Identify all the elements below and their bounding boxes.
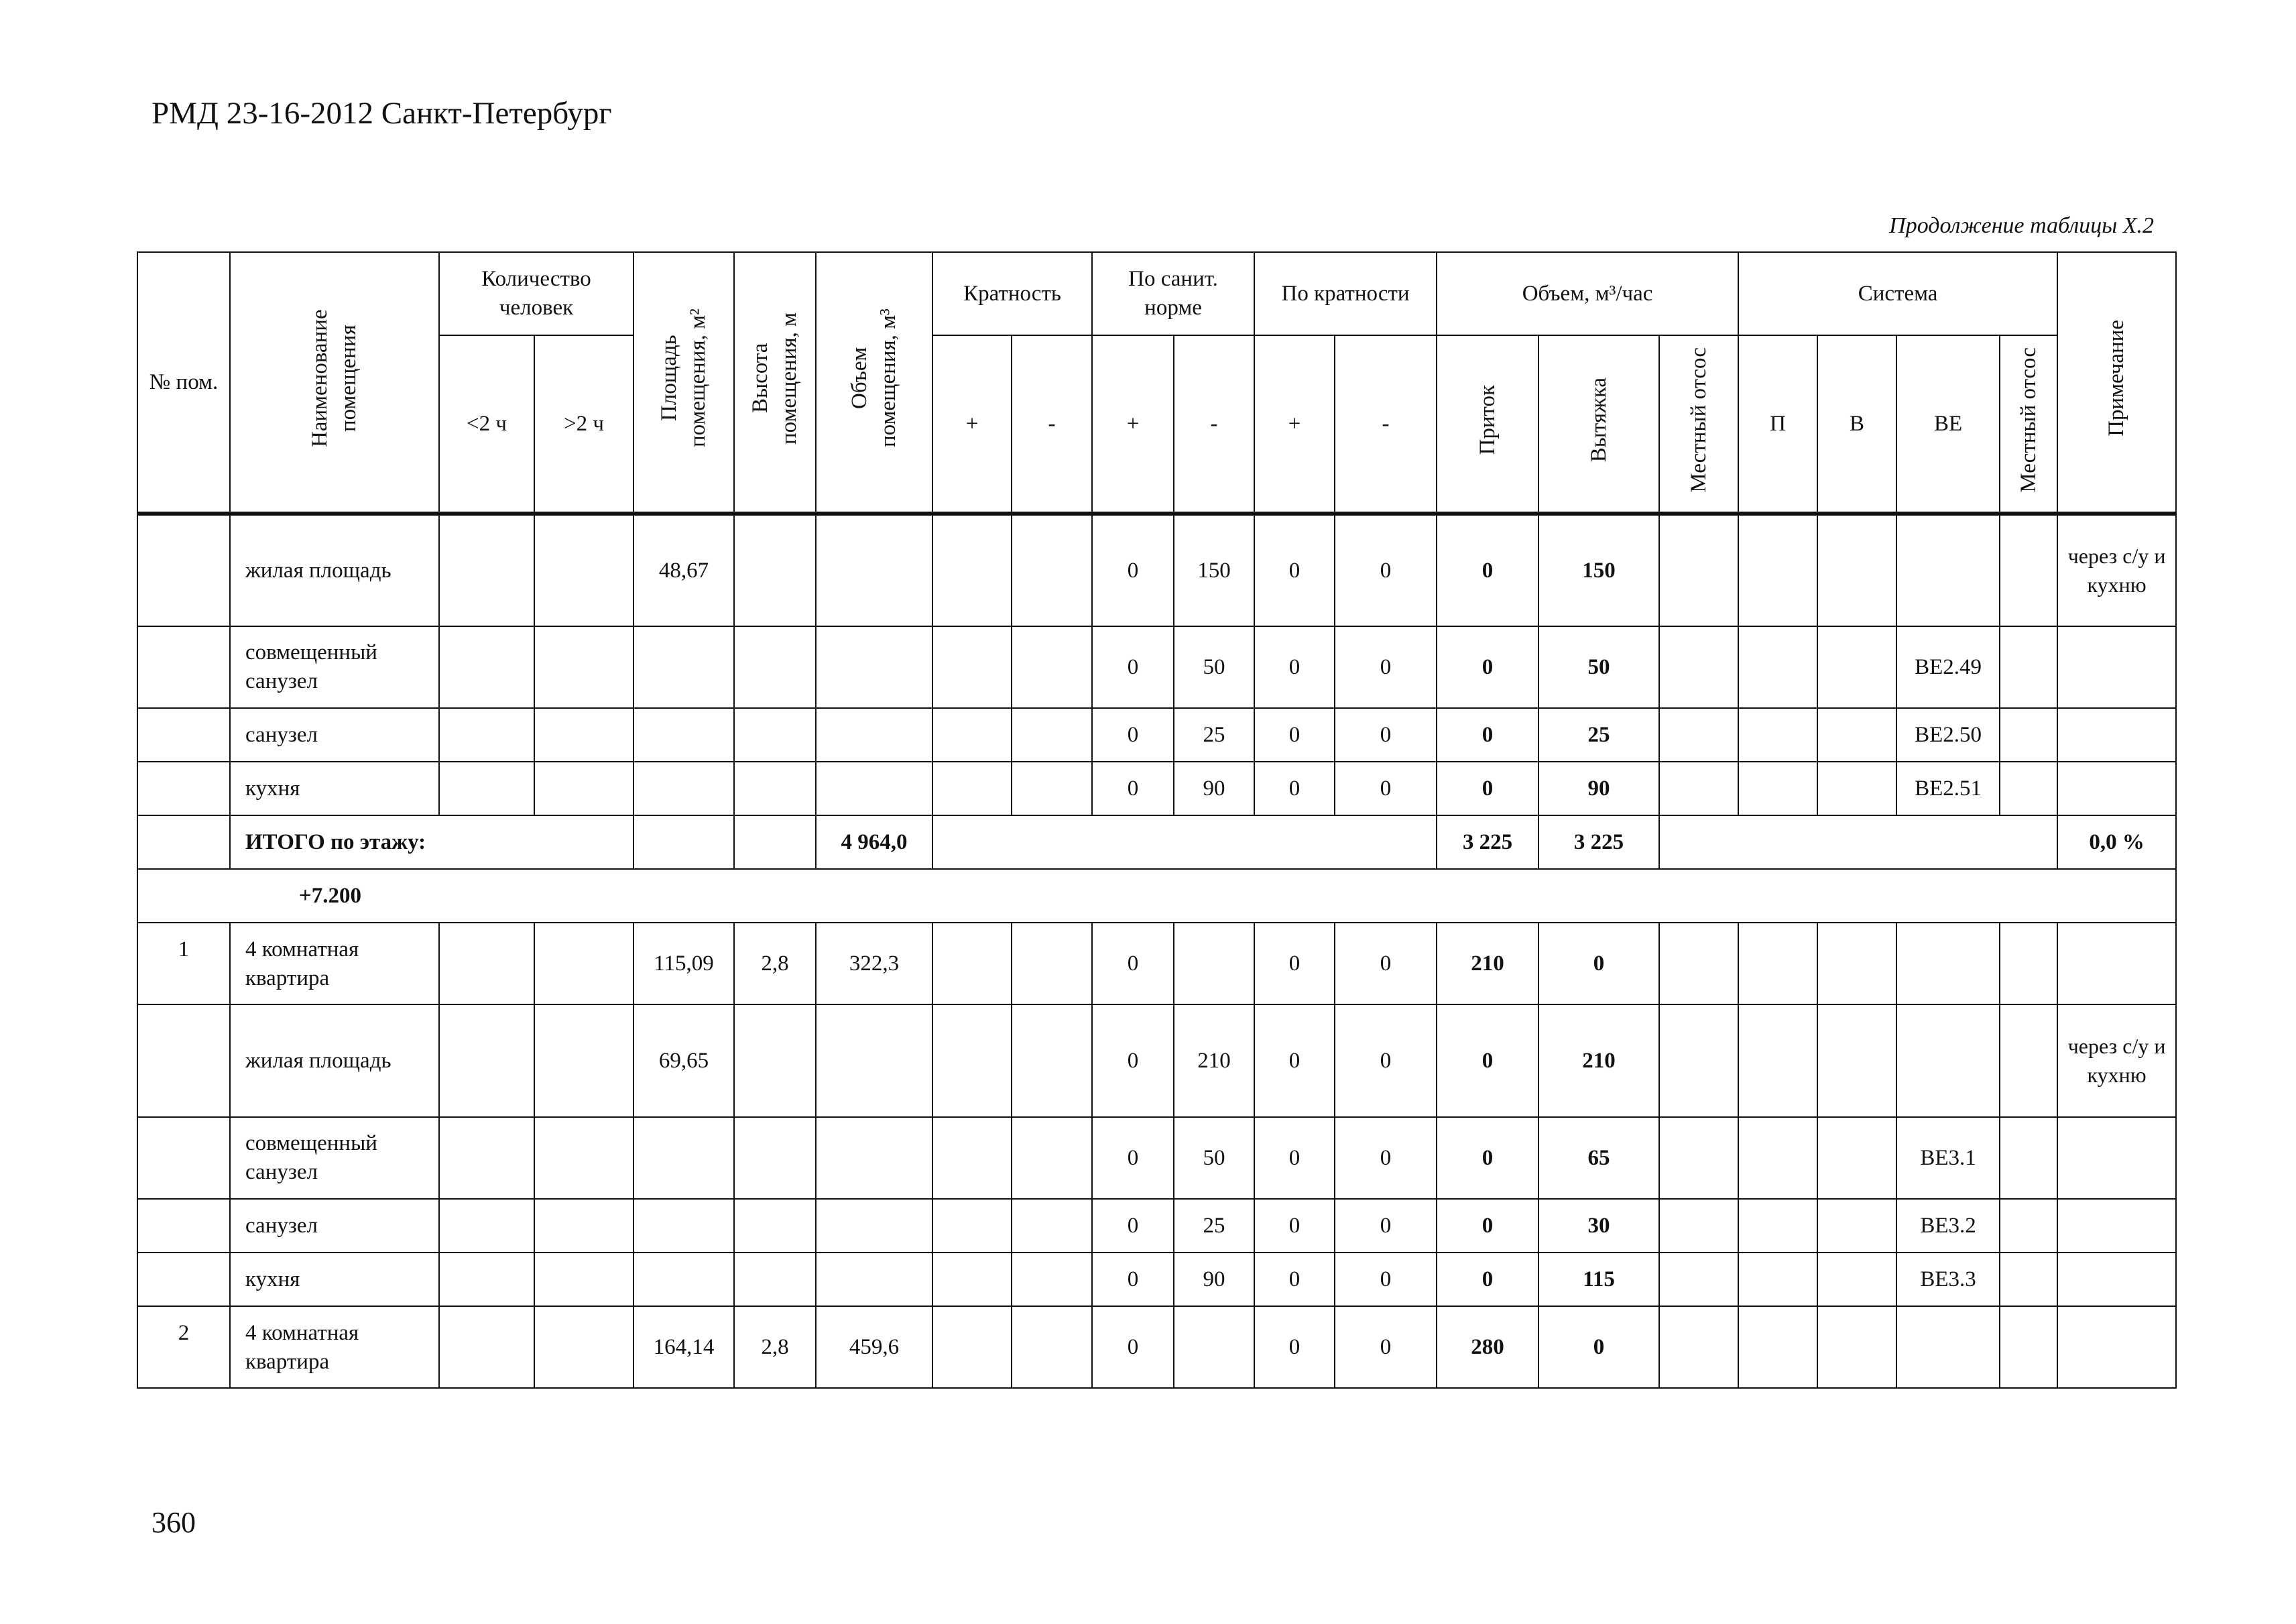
header-air-volume: Объем, м³/час	[1437, 252, 1738, 335]
cell-system-ve: ВЕ2.50	[1896, 708, 2000, 762]
cell-area	[633, 1253, 734, 1306]
cell-sanit-plus: 0	[1092, 762, 1174, 815]
cell-people-gt2	[534, 514, 633, 626]
cell-volume	[816, 1253, 932, 1306]
header-system-p: П	[1738, 335, 1817, 514]
cell-people-gt2	[534, 923, 633, 1004]
cell-krat-plus: 0	[1254, 514, 1335, 626]
header-by-sanit-norm: По санит. норме	[1092, 252, 1254, 335]
header-volume: Объем помещения, м³	[816, 252, 932, 514]
cell-system-local-exhaust	[2000, 1117, 2057, 1199]
cell-local-exhaust	[1659, 626, 1738, 708]
cell-system-ve: ВЕ2.49	[1896, 626, 2000, 708]
cell-sanit-plus: 0	[1092, 514, 1174, 626]
cell-krat-plus: 0	[1254, 1117, 1335, 1199]
cell-krat-plus: 0	[1254, 762, 1335, 815]
cell-room-name: санузел	[230, 708, 439, 762]
cell-kratnost-minus	[1012, 1306, 1092, 1388]
cell-system-local-exhaust	[2000, 708, 2057, 762]
cell-system-local-exhaust	[2000, 1253, 2057, 1306]
cell-people-gt2	[534, 1004, 633, 1117]
cell-height	[734, 815, 816, 869]
cell-height	[734, 1253, 816, 1306]
cell-system-v	[1817, 626, 1896, 708]
cell-people-lt2	[439, 1004, 534, 1117]
header-sanit-plus: +	[1092, 335, 1174, 514]
cell-area	[633, 1199, 734, 1253]
cell-system-p	[1738, 1253, 1817, 1306]
total-vytyazhka: 3 225	[1538, 815, 1659, 869]
cell-sanit-minus	[1174, 1306, 1254, 1388]
cell-system-ve	[1896, 1004, 2000, 1117]
cell-local-exhaust	[1659, 923, 1738, 1004]
cell-krat-plus: 0	[1254, 923, 1335, 1004]
cell-pritok: 0	[1437, 1117, 1538, 1199]
table-row	[137, 1253, 2176, 1306]
cell-empty-span	[932, 815, 1437, 869]
cell-krat-minus: 0	[1335, 923, 1437, 1004]
cell-sanit-plus: 0	[1092, 626, 1174, 708]
table-body-total	[137, 815, 2176, 923]
cell-height	[734, 762, 816, 815]
table-row	[137, 626, 2176, 708]
cell-system-v	[1817, 708, 1896, 762]
total-volume: 4 964,0	[816, 815, 932, 869]
cell-room-name: совмещенный санузел	[230, 1117, 439, 1199]
cell-note: через с/у и кухню	[2057, 514, 2176, 626]
ventilation-table	[137, 251, 2177, 1389]
cell-room-name: кухня	[230, 1253, 439, 1306]
header-sanit-minus: -	[1174, 335, 1254, 514]
cell-kratnost-minus	[1012, 514, 1092, 626]
cell-pritok: 0	[1437, 1253, 1538, 1306]
cell-vytyazhka: 210	[1538, 1004, 1659, 1117]
cell-kratnost-minus	[1012, 708, 1092, 762]
cell-note	[2057, 1117, 2176, 1199]
cell-room-number	[137, 514, 230, 626]
cell-volume	[816, 708, 932, 762]
cell-no	[137, 815, 230, 869]
cell-kratnost-plus	[932, 1253, 1012, 1306]
cell-system-v	[1817, 1004, 1896, 1117]
cell-kratnost-plus	[932, 1117, 1012, 1199]
cell-height	[734, 1199, 816, 1253]
cell-volume	[816, 762, 932, 815]
cell-kratnost-plus	[932, 923, 1012, 1004]
cell-local-exhaust	[1659, 1253, 1738, 1306]
cell-area	[633, 762, 734, 815]
cell-pritok: 0	[1437, 1199, 1538, 1253]
cell-sanit-minus: 25	[1174, 708, 1254, 762]
table-row	[137, 762, 2176, 815]
header-note: Примечание	[2057, 252, 2176, 514]
cell-vytyazhka: 90	[1538, 762, 1659, 815]
cell-kratnost-plus	[932, 514, 1012, 626]
cell-kratnost-plus	[932, 626, 1012, 708]
cell-people-lt2	[439, 626, 534, 708]
cell-area	[633, 815, 734, 869]
cell-kratnost-plus	[932, 1004, 1012, 1117]
cell-height: 2,8	[734, 1306, 816, 1388]
cell-system-local-exhaust	[2000, 514, 2057, 626]
cell-kratnost-plus	[932, 1306, 1012, 1388]
header-room-number: № пом.	[137, 252, 230, 514]
cell-room-name: жилая площадь	[230, 1004, 439, 1117]
cell-room-number: 2	[137, 1306, 230, 1388]
cell-system-v	[1817, 1199, 1896, 1253]
header-krat-plus: +	[1254, 335, 1335, 514]
cell-people-gt2	[534, 1199, 633, 1253]
cell-pritok: 210	[1437, 923, 1538, 1004]
cell-people-gt2	[534, 708, 633, 762]
header-room-name: Наименование помещения	[230, 252, 439, 514]
header-kratnost-minus: -	[1012, 335, 1092, 514]
cell-people-gt2	[534, 762, 633, 815]
cell-room-number	[137, 1199, 230, 1253]
cell-system-local-exhaust	[2000, 1306, 2057, 1388]
header-people-lt2: <2 ч	[439, 335, 534, 514]
cell-system-p	[1738, 1199, 1817, 1253]
cell-height	[734, 626, 816, 708]
table-row	[137, 708, 2176, 762]
header-pritok: Приток	[1437, 335, 1538, 514]
cell-system-ve	[1896, 1306, 2000, 1388]
header-system-local-exhaust: Местный отсос	[2000, 335, 2057, 514]
cell-sanit-minus: 50	[1174, 1117, 1254, 1199]
cell-system-p	[1738, 1117, 1817, 1199]
cell-pritok: 280	[1437, 1306, 1538, 1388]
cell-system-v	[1817, 762, 1896, 815]
cell-local-exhaust	[1659, 1004, 1738, 1117]
cell-room-number	[137, 1004, 230, 1117]
cell-local-exhaust	[1659, 514, 1738, 626]
cell-room-number: 1	[137, 923, 230, 1004]
cell-system-v	[1817, 1306, 1896, 1388]
cell-krat-minus: 0	[1335, 708, 1437, 762]
cell-volume: 459,6	[816, 1306, 932, 1388]
cell-people-lt2	[439, 1306, 534, 1388]
header-kratnost: Кратность	[932, 252, 1092, 335]
cell-sanit-plus: 0	[1092, 1004, 1174, 1117]
total-row	[137, 815, 2176, 869]
cell-system-p	[1738, 762, 1817, 815]
cell-sanit-plus: 0	[1092, 1253, 1174, 1306]
cell-system-p	[1738, 514, 1817, 626]
header-krat-minus: -	[1335, 335, 1437, 514]
cell-sanit-plus: 0	[1092, 1117, 1174, 1199]
cell-krat-minus: 0	[1335, 1004, 1437, 1117]
cell-people-lt2	[439, 514, 534, 626]
cell-system-v	[1817, 923, 1896, 1004]
cell-krat-plus: 0	[1254, 1199, 1335, 1253]
cell-area: 164,14	[633, 1306, 734, 1388]
cell-local-exhaust	[1659, 1117, 1738, 1199]
header-vytyazhka: Вытяжка	[1538, 335, 1659, 514]
table-body-upper	[137, 514, 2176, 815]
cell-system-v	[1817, 1253, 1896, 1306]
header-local-exhaust: Местный отсос	[1659, 335, 1738, 514]
cell-note	[2057, 762, 2176, 815]
cell-system-local-exhaust	[2000, 1004, 2057, 1117]
cell-system-p	[1738, 1004, 1817, 1117]
cell-krat-minus: 0	[1335, 514, 1437, 626]
cell-people-gt2	[534, 1117, 633, 1199]
cell-system-p	[1738, 1306, 1817, 1388]
cell-local-exhaust	[1659, 762, 1738, 815]
header-kratnost-plus: +	[932, 335, 1012, 514]
total-label: ИТОГО по этажу:	[230, 815, 633, 869]
cell-height: 2,8	[734, 923, 816, 1004]
cell-krat-minus: 0	[1335, 626, 1437, 708]
table-row	[137, 514, 2176, 626]
header-system-v: В	[1817, 335, 1896, 514]
cell-sanit-minus: 210	[1174, 1004, 1254, 1117]
cell-system-ve: ВЕ3.3	[1896, 1253, 2000, 1306]
cell-pritok: 0	[1437, 708, 1538, 762]
cell-people-lt2	[439, 1199, 534, 1253]
cell-local-exhaust	[1659, 708, 1738, 762]
cell-area	[633, 708, 734, 762]
cell-vytyazhka: 0	[1538, 923, 1659, 1004]
cell-sanit-minus: 150	[1174, 514, 1254, 626]
cell-note	[2057, 1306, 2176, 1388]
cell-height	[734, 1004, 816, 1117]
cell-vytyazhka: 50	[1538, 626, 1659, 708]
cell-krat-plus: 0	[1254, 1306, 1335, 1388]
cell-sanit-minus: 90	[1174, 762, 1254, 815]
cell-room-number	[137, 1117, 230, 1199]
cell-krat-plus: 0	[1254, 1253, 1335, 1306]
cell-sanit-plus: 0	[1092, 1306, 1174, 1388]
cell-system-p	[1738, 708, 1817, 762]
cell-system-p	[1738, 923, 1817, 1004]
table-row	[137, 1306, 2176, 1388]
cell-room-name: 4 комнатная квартира	[230, 1306, 439, 1388]
header-people-gt2: >2 ч	[534, 335, 633, 514]
header-people-count: Количество человек	[439, 252, 633, 335]
cell-system-local-exhaust	[2000, 923, 2057, 1004]
cell-empty-span	[1659, 815, 2057, 869]
cell-krat-minus: 0	[1335, 1306, 1437, 1388]
cell-volume	[816, 1004, 932, 1117]
table-continuation-caption: Продолжение таблицы X.2	[1889, 213, 2154, 238]
cell-system-local-exhaust	[2000, 762, 2057, 815]
cell-sanit-plus: 0	[1092, 708, 1174, 762]
cell-vytyazhka: 150	[1538, 514, 1659, 626]
table-row	[137, 1117, 2176, 1199]
cell-krat-plus: 0	[1254, 626, 1335, 708]
cell-room-name: совмещенный санузел	[230, 626, 439, 708]
cell-volume	[816, 514, 932, 626]
cell-local-exhaust	[1659, 1306, 1738, 1388]
cell-note	[2057, 626, 2176, 708]
cell-room-name: кухня	[230, 762, 439, 815]
cell-area: 69,65	[633, 1004, 734, 1117]
cell-system-ve: ВЕ2.51	[1896, 762, 2000, 815]
cell-system-ve: ВЕ3.1	[1896, 1117, 2000, 1199]
cell-krat-minus: 0	[1335, 1117, 1437, 1199]
ventilation-table-container	[137, 251, 2169, 1389]
table-row	[137, 1199, 2176, 1253]
cell-room-number	[137, 1253, 230, 1306]
cell-kratnost-minus	[1012, 923, 1092, 1004]
cell-system-local-exhaust	[2000, 626, 2057, 708]
cell-height	[734, 1117, 816, 1199]
floor-row	[137, 869, 2176, 923]
cell-people-lt2	[439, 1253, 534, 1306]
cell-people-lt2	[439, 1117, 534, 1199]
cell-area: 48,67	[633, 514, 734, 626]
cell-room-name: 4 комнатная квартира	[230, 923, 439, 1004]
table-body-lower	[137, 923, 2176, 1388]
cell-system-ve	[1896, 923, 2000, 1004]
cell-pritok: 0	[1437, 1004, 1538, 1117]
cell-note	[2057, 923, 2176, 1004]
document-title: РМД 23-16-2012 Санкт-Петербург	[152, 96, 612, 131]
cell-sanit-plus: 0	[1092, 923, 1174, 1004]
cell-system-ve: ВЕ3.2	[1896, 1199, 2000, 1253]
cell-room-name: жилая площадь	[230, 514, 439, 626]
cell-note	[2057, 1253, 2176, 1306]
cell-room-name: санузел	[230, 1199, 439, 1253]
cell-vytyazhka: 30	[1538, 1199, 1659, 1253]
cell-people-gt2	[534, 1306, 633, 1388]
cell-people-lt2	[439, 923, 534, 1004]
cell-people-lt2	[439, 762, 534, 815]
header-height: Высота помещения, м	[734, 252, 816, 514]
cell-kratnost-minus	[1012, 762, 1092, 815]
header-by-kratnost: По кратности	[1254, 252, 1437, 335]
cell-vytyazhka: 0	[1538, 1306, 1659, 1388]
cell-height	[734, 708, 816, 762]
cell-pritok: 0	[1437, 762, 1538, 815]
cell-volume	[816, 1117, 932, 1199]
cell-vytyazhka: 115	[1538, 1253, 1659, 1306]
cell-pritok: 0	[1437, 514, 1538, 626]
cell-sanit-minus: 90	[1174, 1253, 1254, 1306]
table-row	[137, 923, 2176, 1004]
cell-system-local-exhaust	[2000, 1199, 2057, 1253]
cell-room-number	[137, 708, 230, 762]
cell-note	[2057, 708, 2176, 762]
cell-volume	[816, 626, 932, 708]
cell-kratnost-minus	[1012, 626, 1092, 708]
cell-vytyazhka: 65	[1538, 1117, 1659, 1199]
cell-sanit-minus: 50	[1174, 626, 1254, 708]
cell-krat-minus: 0	[1335, 1199, 1437, 1253]
cell-area: 115,09	[633, 923, 734, 1004]
cell-note: через с/у и кухню	[2057, 1004, 2176, 1117]
cell-kratnost-minus	[1012, 1253, 1092, 1306]
cell-people-lt2	[439, 708, 534, 762]
table-row	[137, 1004, 2176, 1117]
cell-kratnost-plus	[932, 762, 1012, 815]
cell-room-number	[137, 626, 230, 708]
floor-label: +7.200	[137, 869, 2176, 923]
cell-people-gt2	[534, 626, 633, 708]
total-pritok: 3 225	[1437, 815, 1538, 869]
cell-system-v	[1817, 1117, 1896, 1199]
cell-system-v	[1817, 514, 1896, 626]
cell-local-exhaust	[1659, 1199, 1738, 1253]
cell-area	[633, 1117, 734, 1199]
cell-height	[734, 514, 816, 626]
cell-note	[2057, 1199, 2176, 1253]
total-note: 0,0 %	[2057, 815, 2176, 869]
cell-kratnost-minus	[1012, 1004, 1092, 1117]
cell-pritok: 0	[1437, 626, 1538, 708]
cell-kratnost-minus	[1012, 1199, 1092, 1253]
header-system: Система	[1738, 252, 2057, 335]
cell-people-gt2	[534, 1253, 633, 1306]
cell-vytyazhka: 25	[1538, 708, 1659, 762]
cell-kratnost-plus	[932, 1199, 1012, 1253]
cell-kratnost-plus	[932, 708, 1012, 762]
header-area: Площадь помещения, м²	[633, 252, 734, 514]
cell-krat-minus: 0	[1335, 1253, 1437, 1306]
cell-system-p	[1738, 626, 1817, 708]
cell-krat-plus: 0	[1254, 708, 1335, 762]
page-number: 360	[152, 1506, 196, 1539]
cell-krat-minus: 0	[1335, 762, 1437, 815]
cell-sanit-minus: 25	[1174, 1199, 1254, 1253]
cell-krat-plus: 0	[1254, 1004, 1335, 1117]
cell-sanit-minus	[1174, 923, 1254, 1004]
cell-kratnost-minus	[1012, 1117, 1092, 1199]
cell-sanit-plus: 0	[1092, 1199, 1174, 1253]
cell-volume: 322,3	[816, 923, 932, 1004]
cell-area	[633, 626, 734, 708]
header-system-ve: ВЕ	[1896, 335, 2000, 514]
table-header	[137, 252, 2176, 514]
cell-system-ve	[1896, 514, 2000, 626]
cell-volume	[816, 1199, 932, 1253]
cell-room-number	[137, 762, 230, 815]
